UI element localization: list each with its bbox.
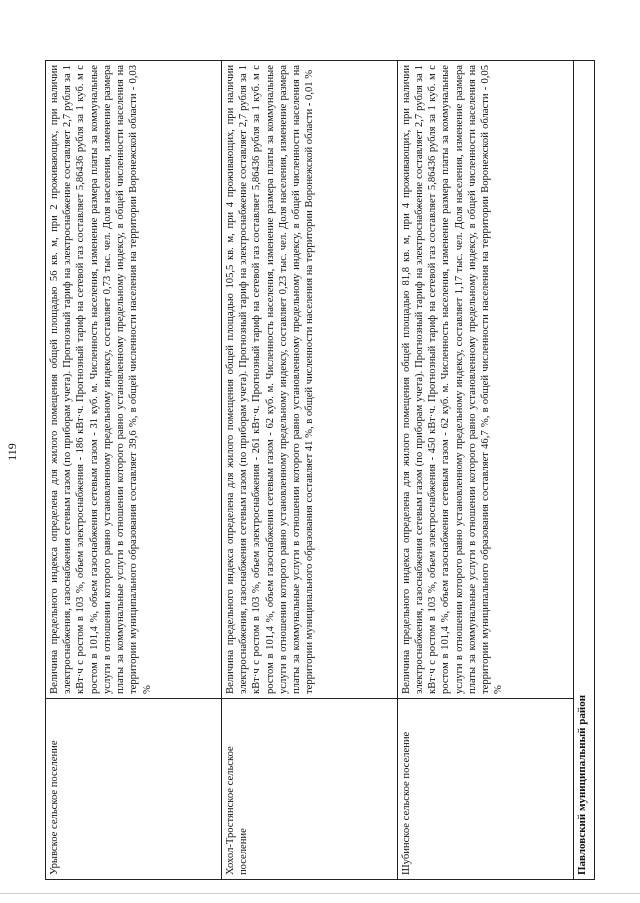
settlement-name: Шубинское сельское поселение (397, 699, 573, 880)
page-bottom-edge (0, 893, 640, 894)
settlement-name: Урывское сельское поселение (46, 699, 222, 880)
table-row (46, 61, 222, 880)
settlement-name: Хохол-Тростянское сельское поселение (221, 699, 397, 880)
section-heading: Павловский муниципальный район (573, 61, 594, 880)
rotated-page-content (45, 60, 595, 880)
section-row (573, 61, 594, 880)
settlement-description: Величина предельного индекса определена для жилого помещения общей площадью 105,5 кв. м, при 4 проживающих, при наличии электроснабжения, газоснабжения сетевым газом (по приборам учета). Прогнозный тариф на электроснабжение составляет 2,7 рубля за 1 кВт·ч с ростом в 103 %, объем электроснабжения - 261 кВт·ч. Прогнозный тариф на сетевой газ составляет 5,86436 рубля за 1 куб. м с ростом в 101,4 %, объем газоснабжения сетевым газом - 62 куб. м. Численность населения, изменение размера платы за коммунальные услуги в отношении которого равно установленному предельному индексу, составляет 0,23 тыс. чел. Доля населения, изменение размера платы за коммунальные услуги в отношении которого равно установленному предельному индексу, в общей численности населения на территории муниципального образования составляет 41 %, в общей численности населения на территории Воронежской области - 0,01 % (221, 61, 397, 699)
table-row (397, 61, 573, 880)
index-table (45, 60, 595, 880)
settlement-description: Величина предельного индекса определена для жилого помещения общей площадью 81,8 кв. м, при 4 проживающих, при наличии электроснабжения, газоснабжения сетевым газом (по приборам учета). Прогнозный тариф на электроснабжение составляет 2,7 рубля за 1 кВт·ч с ростом в 103 %, объем электроснабжения - 450 кВт·ч. Прогнозный тариф на сетевой газ составляет 5,86436 рубля за 1 куб. м с ростом в 101,4 %, объем газоснабжения сетевым газом - 62 куб. м. Численность населения, изменение размера платы за коммунальные услуги в отношении которого равно установленному предельному индексу, составляет 1,17 тыс. чел. Доля населения, изменение размера платы за коммунальные услуги в отношении которого равно установленному предельному индексу, в общей численности населения на территории муниципального образования составляет 46,7 %, в общей численности населения на территории Воронежской области - 0,05 % (397, 61, 573, 699)
table-row (221, 61, 397, 880)
page-number: 119 (5, 443, 19, 461)
settlement-description: Величина предельного индекса определена для жилого помещения общей площадью 56 кв. м, при 2 проживающих, при наличии электроснабжения, газоснабжения сетевым газом (по приборам учета). Прогнозный тариф на электроснабжение составляет 2,7 рубля за 1 кВт·ч с ростом в 103 %, объем электроснабжения - 186 кВт·ч. Прогнозный тариф на сетевой газ составляет 5,86436 рубля за 1 куб. м с ростом в 101,4 %, объем газоснабжения сетевым газом - 31 куб. м. Численность населения, изменение размера платы за коммунальные услуги в отношении которого равно установленному предельному индексу, составляет 0,73 тыс. чел. Доля населения, изменение размера платы за коммунальные услуги в отношении которого равно установленному предельному индексу, в общей численности населения на территории муниципального образования составляет 39,6 %, в общей численности населения на территории Воронежской области - 0,03 % (46, 61, 222, 699)
